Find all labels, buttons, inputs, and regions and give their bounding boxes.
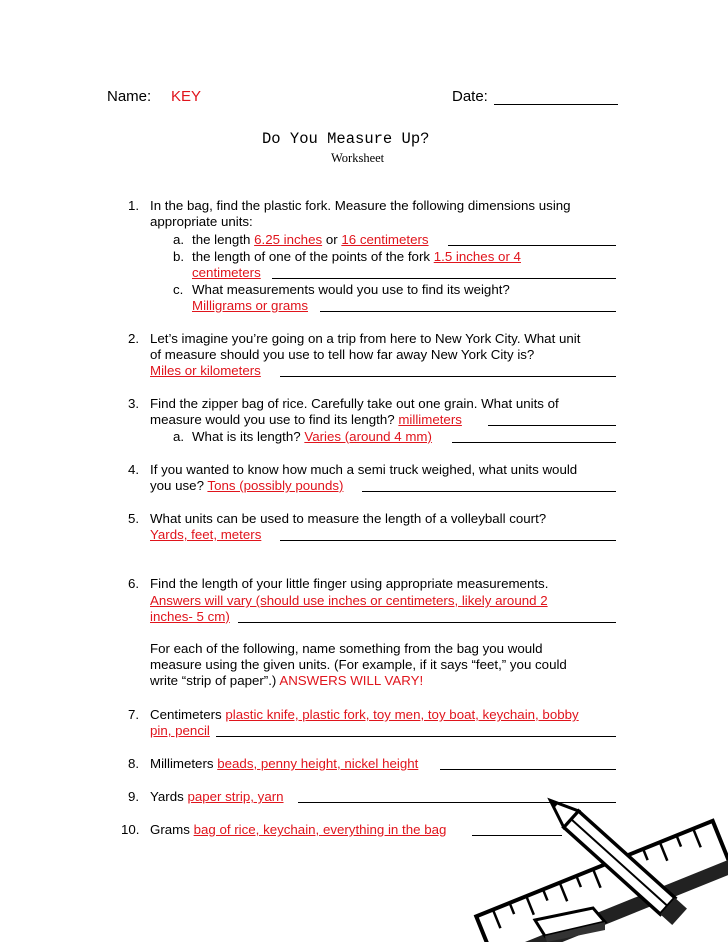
- q9-row: [150, 789, 284, 804]
- q6-blank: [238, 622, 616, 623]
- q10-answer: bag of rice, keychain, everything in the bag: [193, 822, 447, 837]
- q7-row1: [150, 707, 579, 722]
- name-value: KEY: [171, 88, 202, 105]
- q6-row2: [150, 593, 548, 608]
- date-line: [494, 104, 618, 105]
- q5-answer: Yards, feet, meters: [150, 527, 262, 542]
- q3-text-line1: Find the zipper bag of rice. Carefully take out one grain. What units of: [150, 396, 559, 411]
- q2-text-line1: Let’s imagine you’re going on a trip from here to New York City. What unit: [150, 331, 581, 346]
- q4-text-line2: you use?: [150, 478, 208, 493]
- q4-number: 4.: [128, 462, 140, 477]
- q7-answer-line1: plastic knife, plastic fork, toy men, toy boat, keychain, bobby: [225, 707, 579, 722]
- q1c-blank: [320, 311, 616, 312]
- q1a-answer-inches: 6.25 inches: [254, 232, 323, 247]
- q7-blank: [216, 736, 616, 737]
- q7-label: Centimeters: [150, 707, 226, 722]
- q4-row2: [150, 478, 343, 493]
- q7-answer-line2: pin, pencil: [150, 723, 210, 738]
- q5-row2: [150, 527, 261, 542]
- q3a-answer: Varies (around 4 mm): [304, 429, 432, 444]
- q3a-blank: [452, 442, 616, 443]
- q3a-row: [192, 429, 432, 444]
- name-label: Name:: [107, 88, 152, 105]
- q1b-row2: [192, 265, 261, 280]
- instructions-line2: measure using the given units. (For example, if it says “feet,” you could: [150, 657, 567, 672]
- q2-blank: [280, 376, 616, 377]
- q1a-label: a.: [173, 232, 185, 247]
- q6-number: 6.: [128, 576, 140, 591]
- page-subtitle: Worksheet: [331, 151, 385, 165]
- q4-blank: [362, 491, 616, 492]
- q5-text-line1: What units can be used to measure the length of a volleyball court?: [150, 511, 547, 526]
- q1-number: 1.: [128, 198, 140, 213]
- q2-text-line2: of measure should you use to tell how far away New York City is?: [150, 347, 535, 362]
- q6-text-line1: Find the length of your little finger using appropriate measurements.: [150, 576, 549, 591]
- q9-number: 9.: [128, 789, 140, 804]
- q2-row3: [150, 363, 261, 378]
- q7-row2: [150, 723, 210, 738]
- q10-number: 10.: [121, 822, 140, 837]
- q1c-label: c.: [173, 282, 184, 297]
- q1b-blank: [272, 278, 616, 279]
- q1a-or: or: [322, 232, 342, 247]
- q3a-label: a.: [173, 429, 185, 444]
- q8-number: 8.: [128, 756, 140, 771]
- q1b-row: [192, 249, 521, 264]
- q1b-label: b.: [173, 249, 185, 264]
- q1c-answer: Milligrams or grams: [192, 298, 308, 313]
- q2-number: 2.: [128, 331, 140, 346]
- instructions-row3: [150, 673, 423, 688]
- q1b-answer: 1.5 inches or 4: [433, 249, 521, 264]
- q3-row2: [150, 412, 462, 427]
- q6-answer-line1: Answers will vary (should use inches or centimeters, likely around 2: [150, 593, 548, 608]
- q8-label: Millimeters: [150, 756, 218, 771]
- q5-number: 5.: [128, 511, 140, 526]
- q1-text-line1: In the bag, find the plastic fork. Measure the following dimensions using: [150, 198, 571, 213]
- q8-answer: beads, penny height, nickel height: [217, 756, 419, 771]
- q1a-answer-cm: 16 centimeters: [341, 232, 429, 247]
- q1c-row2: [192, 298, 308, 313]
- q1b-answer-cont: centimeters: [192, 265, 261, 280]
- q3-text-line2: measure would you use to find its length?: [150, 412, 399, 427]
- q4-answer: Tons (possibly pounds): [207, 478, 344, 493]
- q3-blank: [488, 425, 616, 426]
- q6-row3: [150, 609, 230, 624]
- ruler-pencil-eraser-icon: [465, 790, 728, 942]
- q9-label: Yards: [150, 789, 188, 804]
- answers-will-vary-note: ANSWERS WILL VARY!: [279, 673, 424, 688]
- q1c-text: What measurements would you use to find its weight?: [192, 282, 510, 297]
- q2-answer: Miles or kilometers: [150, 363, 261, 378]
- q1-text-line2: appropriate units:: [150, 214, 253, 229]
- page-title: Do You Measure Up?: [262, 130, 430, 148]
- q8-blank: [440, 769, 616, 770]
- q1a-row: [192, 232, 429, 247]
- q8-row: [150, 756, 418, 771]
- q9-answer: paper strip, yarn: [187, 789, 284, 804]
- q1a-text: the length: [192, 232, 255, 247]
- q3a-text: What is its length?: [192, 429, 305, 444]
- q6-answer-line2: inches- 5 cm): [150, 609, 230, 624]
- q10-label: Grams: [150, 822, 194, 837]
- q5-blank: [280, 540, 616, 541]
- q4-text-line1: If you wanted to know how much a semi truck weighed, what units would: [150, 462, 578, 477]
- q10-row: [150, 822, 446, 837]
- q3-number: 3.: [128, 396, 140, 411]
- q3-answer: millimeters: [398, 412, 462, 427]
- instructions-line1: For each of the following, name something from the bag you would: [150, 641, 543, 656]
- q7-number: 7.: [128, 707, 140, 722]
- q1a-blank: [448, 245, 616, 246]
- instructions-line3: write “strip of paper”.): [150, 673, 280, 688]
- q1b-text: the length of one of the points of the fork: [192, 249, 434, 264]
- date-label: Date:: [452, 88, 488, 105]
